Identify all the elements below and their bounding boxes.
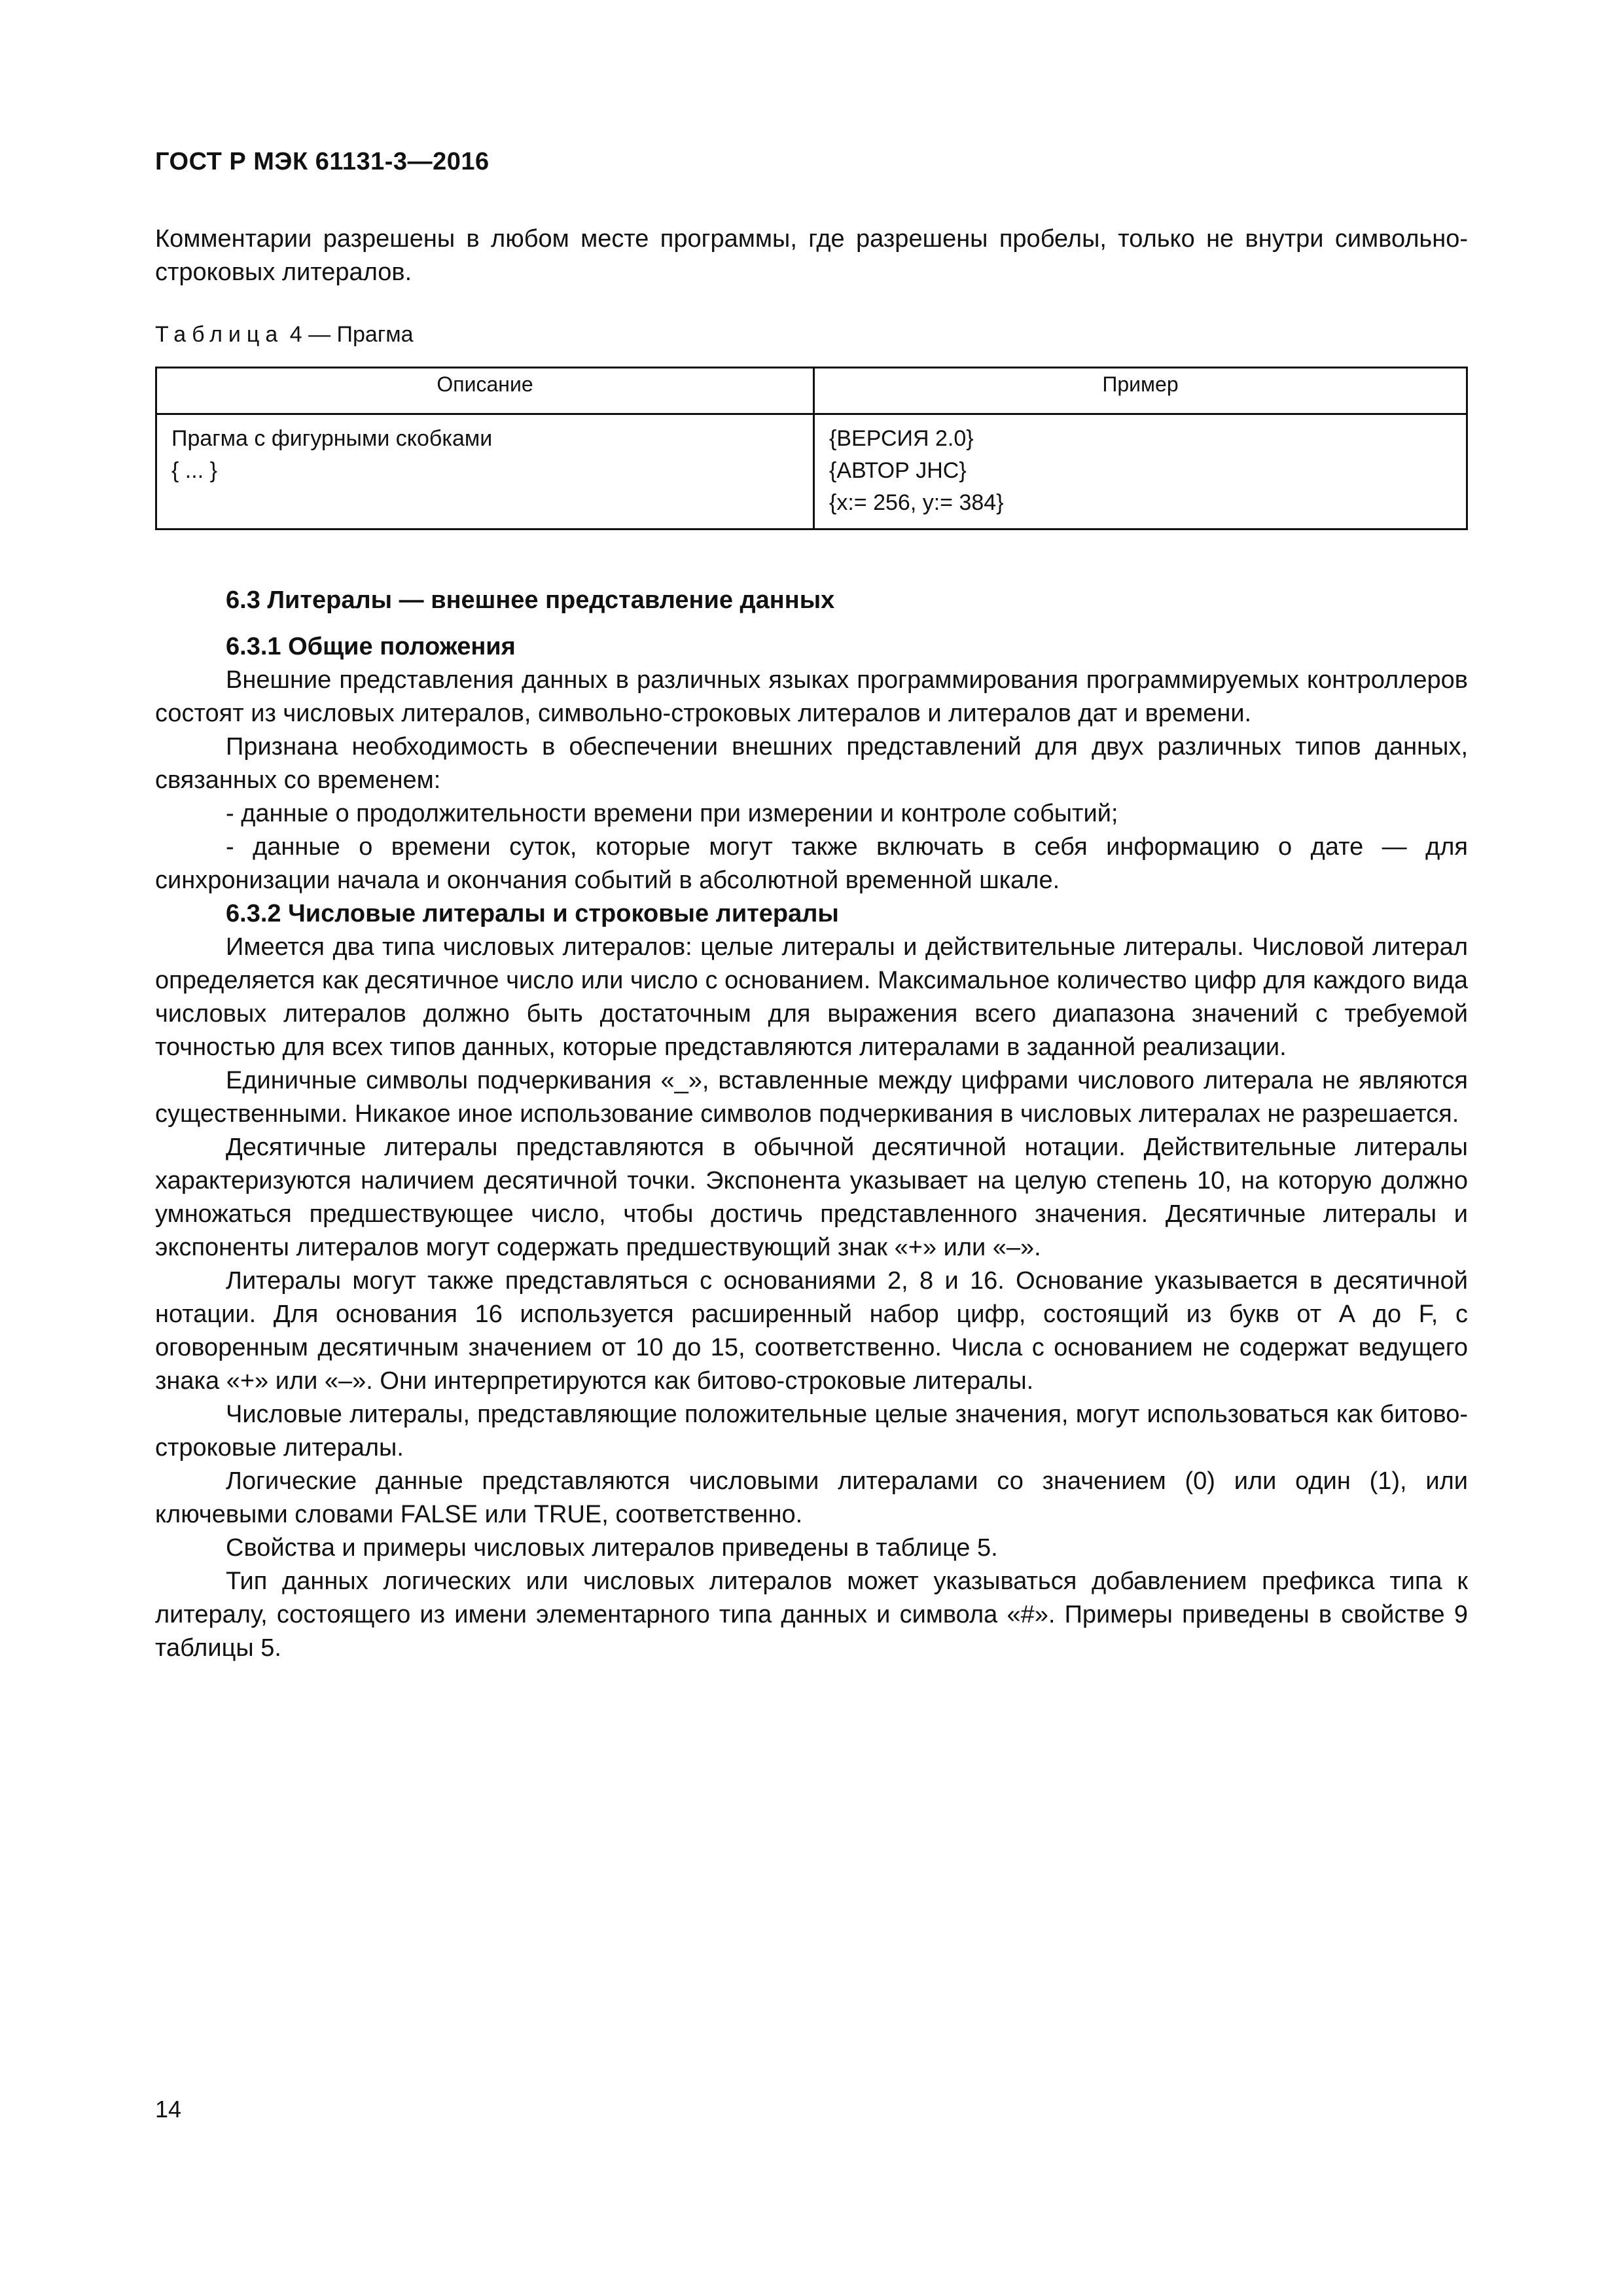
paragraph: Свойства и примеры числовых литералов приведены в таблице 5. xyxy=(226,1534,998,1562)
example-line: {x:= 256, y:= 384} xyxy=(829,490,1004,515)
header-description: Описание xyxy=(156,368,814,414)
paragraph: Числовые литералы, представляющие положительные целые значения, могут использоваться как битово-строковые литералы. xyxy=(155,1401,1468,1462)
pragma-table xyxy=(155,367,1468,530)
cell-example xyxy=(814,414,1467,529)
document-code-header: ГОСТ Р МЭК 61131-3—2016 xyxy=(155,148,490,175)
description-line: { ... } xyxy=(171,458,217,483)
subsection-heading: 6.3.2 Числовые литералы и строковые литералы xyxy=(226,900,839,927)
list-item: - данные о продолжительности времени при измерении и контроле событий; xyxy=(226,800,1118,827)
description-line: Прагма с фигурными скобками xyxy=(171,426,493,451)
table-caption-prefix: Таблица xyxy=(155,322,284,347)
paragraph: Логические данные представляются числовыми литералами со значением (0) или один (1), или ключевыми словами FALSE или TRUE, соответственно. xyxy=(155,1467,1468,1528)
table-row xyxy=(156,414,1467,529)
paragraph: Литералы могут также представляться с основаниями 2, 8 и 16. Основание указывается в десятичной нотации. Для основания 16 используется расширенный набор цифр, состоящий из букв от А до F, с оговоренным десятичным значением от 10 до 15, соответственно. Числа с основанием не содержат ведущего знака «+» или «–». Они интерпретируются как битово-строковые литералы. xyxy=(155,1267,1468,1395)
page-number: 14 xyxy=(155,2096,182,2123)
paragraph: Внешние представления данных в различных языках программирования программируемых контроллеров состоят из числовых литералов, символьно-строковых литералов и литералов дат и времени. xyxy=(155,666,1468,727)
header-example: Пример xyxy=(814,368,1467,414)
subsection-heading: 6.3.1 Общие положения xyxy=(226,633,516,660)
intro-paragraph: Комментарии разрешены в любом месте программы, где разрешены пробелы, только не внутри символьно-строковых литералов. xyxy=(155,225,1468,286)
table-caption-title: 4 — Прагма xyxy=(283,322,414,347)
list-item: - данные о времени суток, которые могут также включать в себя информацию о дате — для синхронизации начала и окончания событий в абсолютной временной шкале. xyxy=(155,833,1468,894)
example-line: {ВЕРСИЯ 2.0} xyxy=(829,426,974,451)
paragraph: Тип данных логических или числовых литералов может указываться добавлением префикса типа к литералу, состоящего из имени элементарного типа данных и символа «#». Примеры приведены в свойстве 9 таблицы 5. xyxy=(155,1568,1468,1662)
paragraph: Имеется два типа числовых литералов: целые литералы и действительные литералы. Числовой литерал определяется как десятичное число или число с основанием. Максимальное количество цифр для каждого вида числовых литералов должно быть достаточным для выражения всего диапазона значений с требуемой точностью для всех типов данных, которые представляются литералами в заданной реализации. xyxy=(155,933,1468,1061)
paragraph: Признана необходимость в обеспечении внешних представлений для двух различных типов данных, связанных со временем: xyxy=(155,733,1468,794)
section-heading: 6.3 Литералы — внешнее представление данных xyxy=(226,586,835,614)
cell-description xyxy=(156,414,814,529)
paragraph: Единичные символы подчеркивания «_», вставленные между цифрами числового литерала не являются существенными. Никакое иное использование символов подчеркивания в числовых литералах не разрешается. xyxy=(155,1067,1468,1128)
section-6-3 xyxy=(155,584,1468,1665)
paragraph: Десятичные литералы представляются в обычной десятичной нотации. Действительные литералы характеризуются наличием десятичной точки. Экспонента указывает на целую степень 10, на которую должно умножаться предшествующее число, чтобы достичь представленного значения. Десятичные литералы и экспоненты литералов могут содержать предшествующий знак «+» или «–». xyxy=(155,1134,1468,1261)
document-page xyxy=(155,0,1468,2296)
table-header-row xyxy=(156,368,1467,414)
example-line: {АВТОР JHC} xyxy=(829,458,967,483)
table-caption xyxy=(155,322,414,348)
